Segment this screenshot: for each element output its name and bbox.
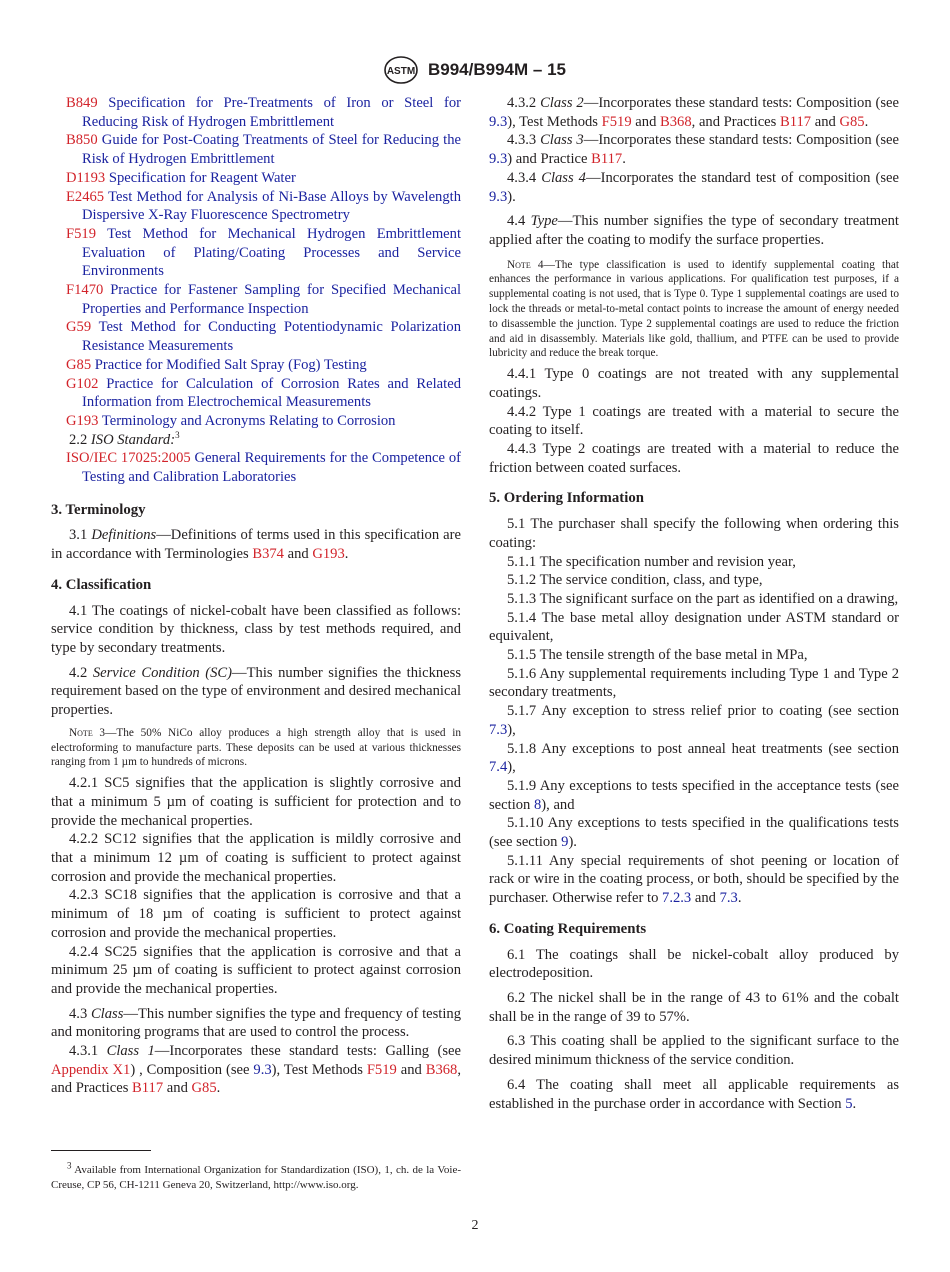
xref-link[interactable]: 9.3 <box>489 188 508 205</box>
xref-link[interactable]: F519 <box>366 1061 397 1078</box>
paragraph: 5.1.2 The service condition, class, and type, <box>507 572 763 589</box>
reference-title[interactable]: Guide for Post-Coating Treatments of Steel for Reducing the Risk of Hydrogen Embrittlement <box>82 132 461 168</box>
paragraph-4-3-4: 4.3.4 Class 4—Incorporates the standard test of composition (see 9.3). <box>489 169 899 205</box>
right-column <box>489 94 899 1113</box>
reference-title[interactable]: Practice for Fastener Sampling for Specified Mechanical Properties and Performance Inspection <box>82 282 461 317</box>
xref-link[interactable]: F519 <box>601 113 632 130</box>
reference-title[interactable]: Test Method for Mechanical Hydrogen Embrittlement Evaluation of Plating/Coating Processes and Service Environments <box>82 225 461 280</box>
paragraph-5-1-7: 5.1.7 Any exception to stress relief prior to coating (see section 7.3), <box>489 703 899 738</box>
reference-code-link[interactable]: D1193 <box>66 169 106 186</box>
reference-title[interactable]: Test Method for Conducting Potentiodynamic Polarization Resistance Measurements <box>82 319 461 355</box>
reference-title[interactable]: Specification for Pre-Treatments of Iron or Steel for Reducing Risk of Hydrogen Embrittlement <box>82 95 461 130</box>
xref-link[interactable]: 5 <box>845 1095 853 1112</box>
reference-code-link[interactable]: B850 <box>66 132 98 149</box>
paragraph-4-3-2: 4.3.2 Class 2—Incorporates these standard tests: Composition (see 9.3), Test Methods F519 and B368, and Practices B117 and G85. <box>489 95 900 130</box>
paragraph: 6.3 This coating shall be applied to the significant surface to the desired minimum thickness of the service condition. <box>489 1033 899 1069</box>
reference-code-link[interactable]: B849 <box>66 95 98 111</box>
paragraph: 4.2.2 SC12 signifies that the application is mildly corrosive and that a minimum 12 µm of coating is sufficient to protect against corrosion and provide the mechanical properties. <box>51 831 461 885</box>
section-heading: 6. Coating Requirements <box>489 920 647 937</box>
reference-title[interactable]: Practice for Calculation of Corrosion Rates and Related Information from Electrochemical Measurements <box>82 375 461 411</box>
xref-link[interactable]: 9.3 <box>253 1061 272 1078</box>
paragraph: 6.1 The coatings shall be nickel-cobalt alloy produced by electrodeposition. <box>489 946 899 982</box>
xref-link[interactable]: 9.3 <box>489 151 508 168</box>
xref-link[interactable]: Appendix X1 <box>51 1061 131 1078</box>
xref-link[interactable]: 7.3 <box>489 721 508 738</box>
paragraph: 5.1.4 The base metal alloy designation under ASTM standard or equivalent, <box>489 609 899 645</box>
note-4: Note 4—The type classification is used to identify supplemental coating that enhances the performance in various applications. For qualification test purposes, if a supplemental coating is not used, that is Type 0. Type 1 supplemental coatings are used to lock the threads or metal-to-metal contact points to increase the amount of energy needed to disassemble the junction. Type 2 supplemental coatings are used to reduce the friction and aid in disassembly. Materials like gold, thallium, and PTFE can be used to provide lubricity and reduce the break torque. <box>489 258 900 360</box>
iso-standard-heading: 2.2 ISO Standard:$^3$ <box>69 429 180 448</box>
reference-item <box>51 375 461 412</box>
paragraph: 5.1.1 The specification number and revision year, <box>507 553 796 570</box>
paragraph: 5.1 The purchaser shall specify the following when ordering this coating: <box>489 516 899 551</box>
reference-item <box>51 281 461 318</box>
reference-item <box>51 449 461 486</box>
xref-link[interactable]: G85 <box>839 113 865 130</box>
paragraph-5-1-9: 5.1.9 Any exceptions to tests specified in the acceptance tests (see section 8), and <box>489 777 899 813</box>
xref-link[interactable]: 9 <box>561 834 569 851</box>
xref-link[interactable]: 7.3 <box>719 890 738 907</box>
reference-title[interactable]: Specification for Reagent Water <box>108 169 296 186</box>
xref-link[interactable]: B368 <box>425 1061 458 1078</box>
paragraph-5-1-8: 5.1.8 Any exceptions to post anneal heat treatments (see section 7.4), <box>489 740 899 776</box>
paragraph: 4.2.4 SC25 signifies that the application is corrosive and that a minimum 25 µm of coating is sufficient to protect against corrosion and provide the mechanical properties. <box>51 943 461 997</box>
reference-item <box>51 412 461 431</box>
reference-code-link[interactable]: G85 <box>66 356 92 373</box>
paragraph-4-3-3: 4.3.3 Class 3—Incorporates these standard tests: Composition (see 9.3) and Practice B117. <box>489 132 900 168</box>
reference-title[interactable]: Test Method for Analysis of Ni-Base Alloys by Wavelength Dispersive X-Ray Fluorescence Spectrometry <box>82 188 461 224</box>
paragraph-3-1: 3.1 Definitions—Definitions of terms used in this specification are in accordance with Terminologies B374 and G193. <box>51 527 461 563</box>
svg-text:ASTM: ASTM <box>386 66 416 77</box>
xref-link[interactable]: B368 <box>660 113 692 130</box>
xref-link[interactable]: B117 <box>132 1080 164 1097</box>
paragraph-4-3: 4.3 Class—This number signifies the type and frequency of testing and monitoring programs that are used to control the process. <box>51 1005 461 1041</box>
paragraph: 5.1.3 The significant surface on the part as identified on a drawing, <box>507 590 899 607</box>
paragraph-6-4: 6.4 The coating shall meet all applicable requirements as established in the purchase order in accordance with Section 5. <box>489 1076 899 1112</box>
reference-code-link[interactable]: ISO/IEC 17025:2005 <box>66 450 191 467</box>
reference-title[interactable]: Terminology and Acronyms Relating to Corrosion <box>101 412 396 429</box>
reference-item <box>51 225 461 281</box>
left-column <box>51 94 461 1098</box>
paragraph: 4.2.1 SC5 signifies that the application is slightly corrosive and that a minimum 5 µm of coating is sufficient for protection and to provide the mechanical properties. <box>51 775 461 829</box>
paragraph-4-2: 4.2 Service Condition (SC)—This number signifies the thickness requirement based on the type of environment and desired mechanical properties. <box>51 664 461 719</box>
xref-link[interactable]: B374 <box>252 546 284 563</box>
page-header <box>0 56 950 84</box>
xref-link[interactable]: G193 <box>312 546 345 563</box>
section-heading: 3. Terminology <box>51 501 146 518</box>
section-heading: 5. Ordering Information <box>489 490 644 507</box>
xref-link[interactable]: 7.4 <box>489 759 508 776</box>
paragraph: 4.4.3 Type 2 coatings are treated with a material to reduce the friction between coated surfaces. <box>489 441 899 476</box>
xref-link[interactable]: 8 <box>534 796 542 813</box>
reference-code-link[interactable]: G102 <box>66 375 99 392</box>
paragraph: 4.4.1 Type 0 coatings are not treated with any supplemental coatings. <box>489 366 899 401</box>
reference-item <box>51 94 461 131</box>
paragraph: 6.2 The nickel shall be in the range of 43 to 61% and the cobalt shall be in the range of 39 to 57%. <box>489 990 899 1025</box>
xref-link[interactable]: G85 <box>191 1080 217 1097</box>
paragraph: 4.4.2 Type 1 coatings are treated with a material to secure the coating to itself. <box>489 403 899 439</box>
reference-code-link[interactable]: G193 <box>66 412 99 429</box>
astm-logo <box>384 56 418 84</box>
reference-item <box>51 131 461 168</box>
xref-link[interactable]: B117 <box>591 151 623 168</box>
xref-link[interactable]: B117 <box>779 113 812 130</box>
footnote: $^3$ Available from International Organization for Standardization (ISO), 1, ch. de la Voie-Creuse, CP 56, CH-1211 Geneva 20, Switzerland, http://www.iso.org. <box>51 1160 461 1191</box>
xref-link[interactable]: 9.3 <box>489 113 508 130</box>
paragraph-5-1-11: 5.1.11 Any special requirements of shot peening or location of rack or wire in the coating process, or both, should be specified by the purchaser. Otherwise refer to 7.2.3 and 7.3. <box>489 852 899 907</box>
xref-link[interactable]: 7.2.3 <box>662 890 692 907</box>
reference-code-link[interactable]: E2465 <box>66 188 105 205</box>
reference-item <box>51 188 461 225</box>
paragraph: 5.1.5 The tensile strength of the base metal in MPa, <box>507 647 808 664</box>
document-code: B994/B994M – 15 <box>428 60 566 79</box>
footnote-marker[interactable]: 3 <box>175 429 180 440</box>
reference-code-link[interactable]: F1470 <box>66 282 104 299</box>
reference-title[interactable]: Practice for Modified Salt Spray (Fog) Testing <box>94 356 367 373</box>
paragraph-5-1-10: 5.1.10 Any exceptions to tests specified in the qualifications tests (see section 9). <box>489 815 899 851</box>
reference-code-link[interactable]: G59 <box>66 319 92 336</box>
footnote-divider <box>51 1150 151 1151</box>
paragraph-4-4: 4.4 Type—This number signifies the type of secondary treatment applied after the coating to modify the surface properties. <box>489 213 899 248</box>
reference-item <box>51 169 461 188</box>
reference-item <box>51 356 461 375</box>
reference-title[interactable]: General Requirements for the Competence of Testing and Calibration Laboratories <box>82 450 461 486</box>
paragraph: 5.1.6 Any supplemental requirements including Type 1 and Type 2 secondary treatments, <box>489 665 899 701</box>
note-3: Note 3—The 50% NiCo alloy produces a high strength alloy that is used in electroforming to manufacture parts. These deposits can be used at various thicknesses ranging from 1 µm to hundreds of microns. <box>51 726 462 769</box>
paragraph-4-3-1: 4.3.1 Class 1—Incorporates these standard tests: Galling (see Appendix X1) , Composition (see 9.3), Test Methods F519 and B368, and Practices B117 and G85. <box>51 1043 462 1097</box>
reference-code-link[interactable]: F519 <box>66 225 97 242</box>
paragraph: 4.1 The coatings of nickel-cobalt have been classified as follows: service condition by thickness, class by test methods required, and type by secondary treatments. <box>51 602 461 656</box>
reference-item <box>51 318 461 355</box>
section-heading: 4. Classification <box>51 576 152 593</box>
page-number: 2 <box>471 1218 479 1233</box>
reference-list <box>51 94 461 431</box>
paragraph: 4.2.3 SC18 signifies that the application is corrosive and that a minimum of 18 µm of coating is sufficient to protect against corrosion and provide the mechanical properties. <box>51 887 461 941</box>
